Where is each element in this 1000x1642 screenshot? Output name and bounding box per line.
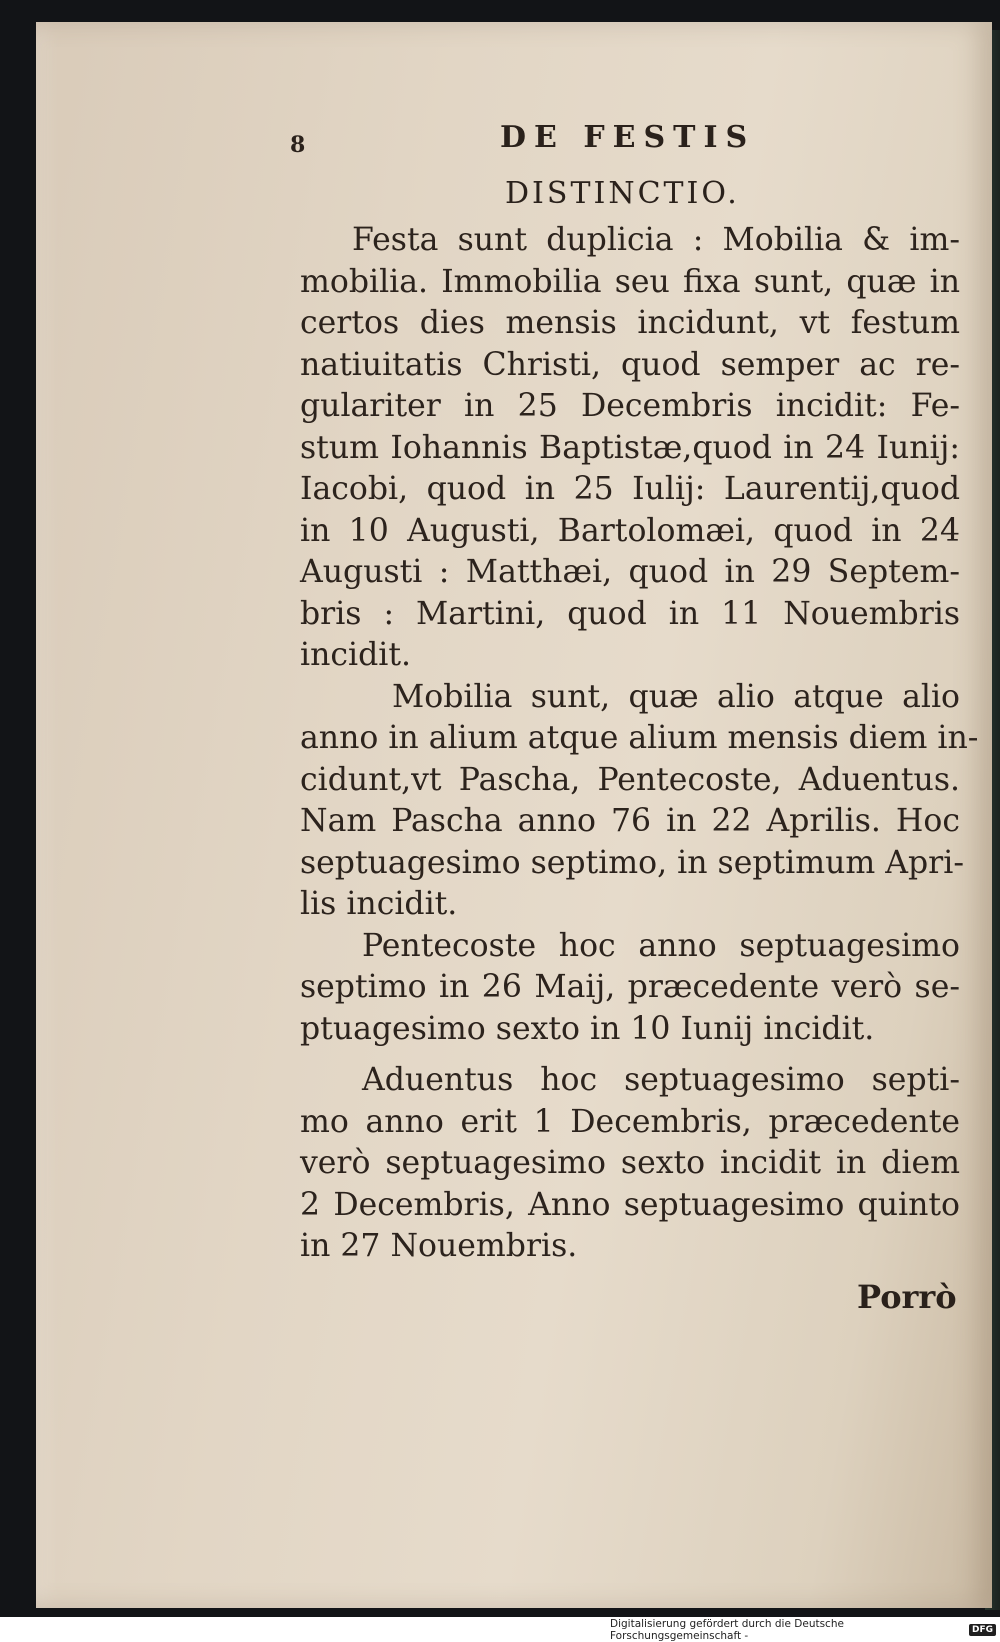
text-line: septimo in 26 Maij, præcedente verò se- [300,969,960,1005]
text-line: verò septuagesimo sexto incidit in diem [300,1145,960,1181]
text-line: in 27 Nouembris. [300,1228,578,1264]
text-line: natiuitatis Christi, quod semper ac re- [300,346,960,383]
text-line: Nam Pascha anno 76 in 22 Aprilis. Hoc [300,803,960,839]
section-title: DISTINCTIO. [505,176,740,211]
text-line: stum Iohannis Baptistæ,quod in 24 Iunij: [300,429,960,466]
text-line: bris : Martini, quod in 11 Nouembris [300,595,960,632]
text-line: Aduentus hoc septuagesimo septi- [362,1062,960,1098]
text-line: lis incidit. [300,886,458,922]
dfg-logo-icon: DFG [969,1624,996,1636]
text-line: certos dies mensis incidunt, vt festum [300,305,960,341]
body-text [300,220,979,1268]
text-line: ptuagesimo sexto in 10 Iunij incidit. [300,1010,875,1047]
text-line: mobilia. Immobilia seu fixa sunt, quæ in [300,263,960,300]
text-line: Festa sunt duplicia : Mobilia & im- [352,222,960,258]
paragraph-3 [300,926,960,1051]
running-head: DE FESTIS [500,120,756,155]
text-line: Pentecoste hoc anno septuagesimo [362,927,960,964]
text-line: in 10 Augusti, Bartolomæi, quod in 24 [300,512,960,549]
paragraph-4 [300,1060,960,1268]
paragraph-1 [300,220,960,677]
text-line: cidunt,vt Pascha, Pentecoste, Aduentus. [300,761,960,798]
text-line: 2 Decembris, Anno septuagesimo quinto [300,1186,960,1223]
catchword: Porrò [857,1278,957,1316]
text-line: incidit. [300,637,411,673]
page-header [290,120,760,164]
credit-text: Digitalisierung gefördert durch die Deutsche Forschungsgemeinschaft - [610,1618,844,1642]
footer-credit [610,1618,996,1642]
text-line: Augusti : Matthæi, quod in 29 Septem- [300,554,960,590]
page-number: 8 [290,132,306,158]
paragraph-gap [300,1050,960,1060]
text-line: gulariter in 25 Decembris incidit: Fe- [300,388,960,424]
text-line: Mobilia sunt, quæ alio atque alio [392,678,960,715]
text-line: mo anno erit 1 Decembris, præcedente [300,1103,960,1140]
text-line: anno in alium atque alium mensis diem in- [300,720,979,756]
text-line: Iacobi, quod in 25 Iulij: Laurentij,quod [300,471,960,507]
text-line: septuagesimo septimo, in septimum Apri- [300,844,964,881]
paragraph-2 [300,677,979,926]
